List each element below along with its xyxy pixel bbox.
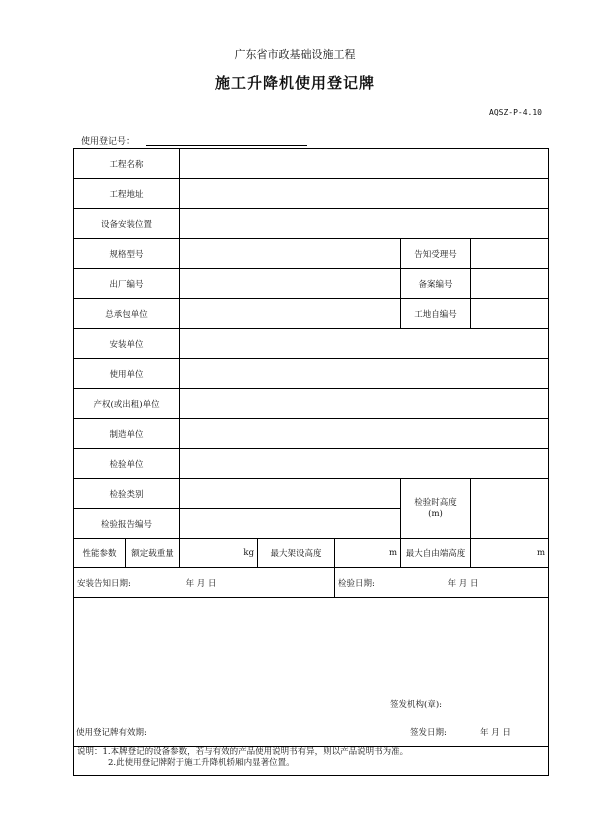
notice-receipt-label: 告知受理号 — [401, 239, 471, 269]
row-issue — [74, 598, 549, 747]
general-contractor-label: 总承包单位 — [74, 299, 180, 329]
inspection-height-label — [401, 479, 471, 539]
installer-value[interactable] — [180, 329, 549, 359]
max-height-label: 最大架设高度 — [258, 539, 335, 568]
inspection-unit-label: 检验单位 — [74, 449, 180, 479]
row-installer — [74, 329, 549, 359]
filing-no-value[interactable] — [471, 269, 549, 299]
install-notice-date-cell[interactable] — [74, 568, 335, 598]
row-install-location — [74, 209, 549, 239]
inspection-report-value[interactable] — [180, 509, 401, 539]
inspection-report-label: 检验报告编号 — [74, 509, 180, 539]
inspection-unit-value[interactable] — [180, 449, 549, 479]
inspection-type-label: 检验类别 — [74, 479, 180, 509]
row-inspection-unit — [74, 449, 549, 479]
user-unit-label: 使用单位 — [74, 359, 180, 389]
max-free-height-label: 最大自由端高度 — [401, 539, 471, 568]
row-dates — [74, 568, 549, 598]
issue-cell[interactable] — [74, 598, 549, 747]
user-unit-value[interactable] — [180, 359, 549, 389]
project-name-label: 工程名称 — [74, 149, 180, 179]
row-project-name — [74, 149, 549, 179]
project-name-value[interactable] — [180, 149, 549, 179]
installer-label: 安装单位 — [74, 329, 180, 359]
owner-unit-label: 产权(或出租)单位 — [74, 389, 180, 419]
inspection-height-unit: (m) — [428, 508, 443, 519]
install-notice-date-label: 安装告知日期: — [77, 578, 131, 589]
province-header: 广东省市政基础设施工程 — [234, 48, 356, 61]
manufacturer-label: 制造单位 — [74, 419, 180, 449]
validity-label: 使用登记牌有效期: — [76, 728, 147, 738]
notes-cell — [74, 747, 549, 776]
issue-date-label: 签发日期: — [410, 728, 447, 738]
issue-date-ymd: 年 月 日 — [480, 728, 511, 738]
max-height-value[interactable] — [335, 539, 401, 568]
max-height-unit: m — [388, 548, 398, 558]
row-factory-no — [74, 269, 549, 299]
row-params — [74, 539, 549, 568]
note-line-1: 说明：1.本牌登记的设备参数，若与有效的产品使用说明书有异，则以产品说明书为准。 — [77, 747, 409, 757]
owner-unit-value[interactable] — [180, 389, 549, 419]
project-address-value[interactable] — [180, 179, 549, 209]
rated-load-unit: kg — [243, 548, 255, 558]
note-line-2: 2.此使用登记牌附于施工升降机轿厢内显著位置。 — [108, 758, 295, 768]
row-manufacturer — [74, 419, 549, 449]
form-code: AQSZ-P-4.10 — [489, 108, 542, 117]
site-self-no-value[interactable] — [471, 299, 549, 329]
project-address-label: 工程地址 — [74, 179, 180, 209]
form-title: 施工升降机使用登记牌 — [214, 74, 375, 92]
filing-no-label: 备案编号 — [401, 269, 471, 299]
reg-no-field[interactable] — [146, 145, 307, 146]
max-free-height-unit: m — [537, 548, 546, 558]
row-inspection-type — [74, 479, 549, 509]
inspection-date-ymd: 年 月 日 — [447, 578, 479, 589]
rated-load-value[interactable] — [180, 539, 258, 568]
inspection-height-text: 检验时高度 — [414, 497, 457, 508]
install-location-label: 设备安装位置 — [74, 209, 180, 239]
inspection-date-label: 检验日期: — [338, 578, 375, 589]
row-project-address — [74, 179, 549, 209]
row-spec-model — [74, 239, 549, 269]
inspection-height-value[interactable] — [471, 479, 549, 539]
row-user-unit — [74, 359, 549, 389]
row-notes — [74, 747, 549, 776]
factory-no-label: 出厂编号 — [74, 269, 180, 299]
row-general-contractor — [74, 299, 549, 329]
inspection-type-value[interactable] — [180, 479, 401, 509]
install-notice-date-ymd: 年 月 日 — [185, 578, 217, 589]
reg-no-label: 使用登记号： — [81, 137, 136, 147]
rated-load-label: 额定载重量 — [126, 539, 180, 568]
inspection-date-cell[interactable] — [335, 568, 549, 598]
spec-model-label: 规格型号 — [74, 239, 180, 269]
max-free-height-value[interactable] — [471, 539, 549, 568]
site-self-no-label: 工地自编号 — [401, 299, 471, 329]
install-location-value[interactable] — [180, 209, 549, 239]
notice-receipt-value[interactable] — [471, 239, 549, 269]
spec-model-value[interactable] — [180, 239, 401, 269]
general-contractor-value[interactable] — [180, 299, 401, 329]
manufacturer-value[interactable] — [180, 419, 549, 449]
row-owner-unit — [74, 389, 549, 419]
registration-form — [73, 148, 549, 776]
issuer-label: 签发机构(章): — [390, 700, 442, 710]
params-label: 性能参数 — [74, 539, 126, 568]
factory-no-value[interactable] — [180, 269, 401, 299]
